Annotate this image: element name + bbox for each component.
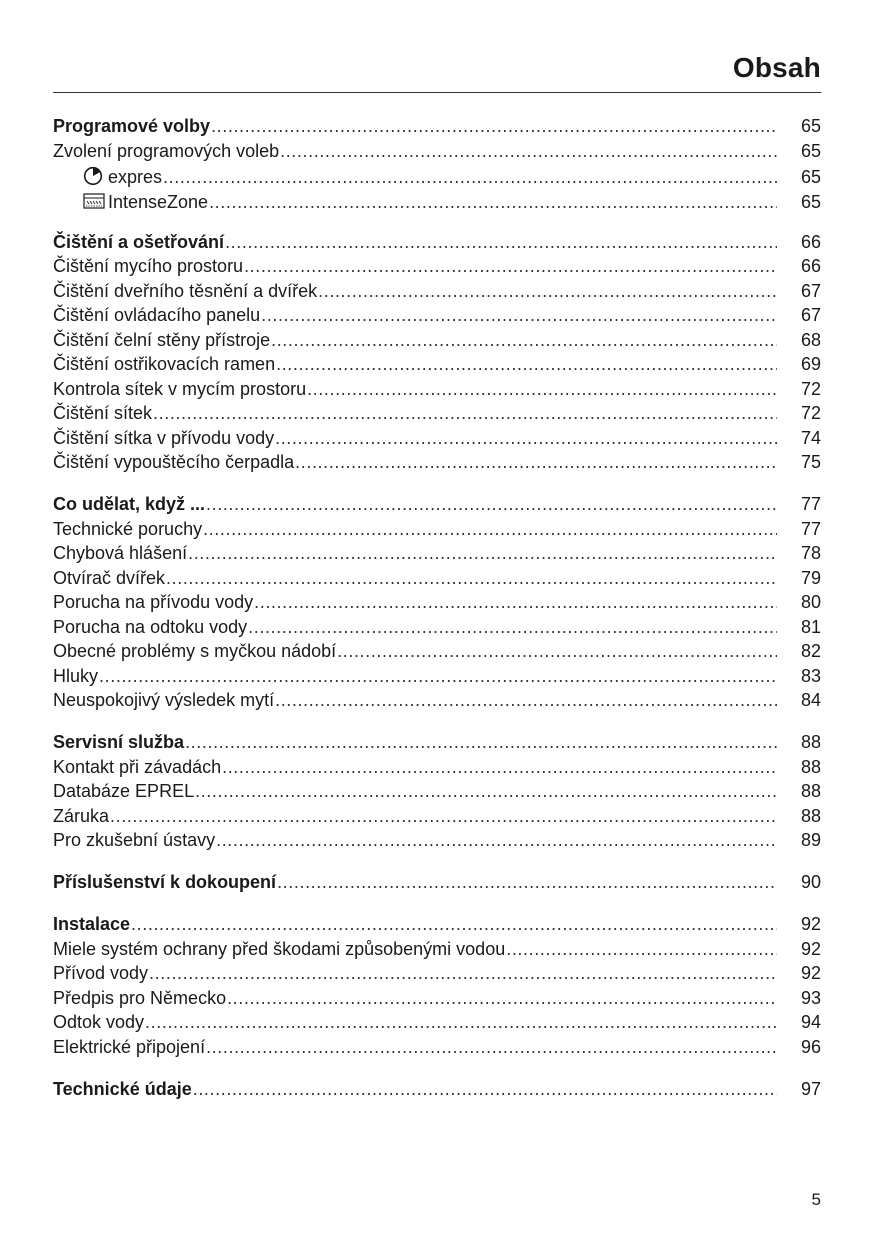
- dot-leader: [188, 541, 777, 566]
- toc-page-number: 88: [800, 781, 821, 801]
- dot-leader: [275, 426, 777, 451]
- toc-entry-text: [53, 401, 152, 426]
- toc-section: [53, 1077, 821, 1102]
- toc-label: Čištění a ošetřování: [53, 231, 225, 252]
- toc-label: Příslušenství k dokoupení: [53, 872, 277, 892]
- dot-leader: [206, 492, 777, 517]
- toc-heading[interactable]: [53, 912, 821, 937]
- toc-page-number: 96: [800, 1036, 821, 1057]
- toc-label: Čištění vypouštěcího čerpadla: [53, 452, 295, 472]
- toc-entry-text: [53, 688, 274, 713]
- toc-label: Obecné problémy s myčkou nádobí: [53, 641, 337, 661]
- dot-leader: [277, 870, 777, 895]
- toc-section: [53, 870, 821, 895]
- dot-leader: [337, 639, 777, 664]
- toc-page-number: 88: [800, 756, 821, 777]
- toc-entry[interactable]: [53, 352, 821, 377]
- toc-entry-text: [53, 352, 275, 377]
- toc-page-number: 65: [800, 191, 821, 212]
- dot-leader: [295, 450, 777, 475]
- toc-page-number: 92: [800, 938, 821, 959]
- toc-entry[interactable]: [53, 828, 821, 853]
- dot-leader: [275, 688, 777, 713]
- toc-entry-text: [83, 188, 208, 215]
- toc-page-number: 80: [800, 592, 821, 612]
- toc-entry-text: [53, 450, 294, 475]
- toc-entry[interactable]: [53, 804, 821, 829]
- toc-entry[interactable]: [53, 303, 821, 328]
- dot-leader: [166, 566, 777, 591]
- toc-heading-text: [53, 870, 276, 895]
- toc-entry-text: [53, 828, 215, 853]
- dot-leader: [254, 590, 777, 615]
- toc-section: [53, 230, 821, 475]
- toc-entry[interactable]: [53, 986, 821, 1011]
- toc-page-number: 78: [800, 543, 821, 563]
- toc-page-number: 68: [800, 329, 821, 350]
- toc-label: Databáze EPREL: [53, 781, 195, 801]
- dot-leader: [318, 279, 777, 304]
- toc-entry[interactable]: [53, 961, 821, 986]
- clock-icon: [83, 166, 103, 186]
- intensezone-icon: [83, 191, 103, 211]
- toc-entry[interactable]: [53, 401, 821, 426]
- dot-leader: [149, 961, 777, 986]
- toc-heading-text: [53, 1077, 192, 1102]
- dot-leader: [261, 303, 777, 328]
- toc-page-number: 67: [800, 305, 821, 325]
- toc-page-number: 69: [800, 354, 821, 374]
- toc-page-number: 92: [800, 963, 821, 983]
- toc-label: Servisní služba: [53, 732, 185, 752]
- toc-heading[interactable]: [53, 730, 821, 755]
- toc-heading-text: [53, 730, 184, 755]
- toc-label: expres: [108, 167, 163, 187]
- toc-label: Čištění sítka v přívodu vody: [53, 427, 275, 448]
- toc-label: Hluky: [53, 665, 99, 686]
- toc-page-number: 66: [800, 256, 821, 276]
- toc-label: Čištění ovládacího panelu: [53, 305, 261, 325]
- dot-leader: [163, 165, 777, 190]
- toc-entry[interactable]: [53, 328, 821, 353]
- toc-label: IntenseZone: [108, 191, 209, 212]
- toc-heading-text: [53, 492, 205, 517]
- dot-leader: [110, 804, 777, 829]
- dot-leader: [225, 230, 777, 255]
- toc-label: Čištění ostřikovacích ramen: [53, 354, 276, 374]
- toc-entry-text: [53, 566, 165, 591]
- toc-heading-text: [53, 114, 210, 139]
- toc-entry-text: [53, 1010, 144, 1035]
- toc-page-number: 97: [800, 1078, 821, 1099]
- dot-leader: [131, 912, 777, 937]
- dot-leader: [145, 1010, 777, 1035]
- toc-label: Miele systém ochrany před škodami způsobenými vodou: [53, 938, 506, 959]
- dot-leader: [99, 664, 777, 689]
- toc-entry-text: [53, 328, 270, 353]
- dot-leader: [195, 779, 777, 804]
- toc-page-number: 83: [800, 665, 821, 686]
- dot-leader: [506, 937, 777, 962]
- toc-label: Programové volby: [53, 116, 211, 136]
- dot-leader: [216, 828, 777, 853]
- toc-entry[interactable]: [53, 755, 821, 780]
- toc-entry-text: [53, 303, 260, 328]
- toc-entry[interactable]: [53, 937, 821, 962]
- toc-page-number: 94: [800, 1012, 821, 1032]
- dot-leader: [206, 1035, 777, 1060]
- dot-leader: [222, 755, 777, 780]
- toc-page-number: 81: [800, 616, 821, 637]
- title-divider: [53, 92, 821, 93]
- toc-label: Přívod vody: [53, 963, 149, 983]
- toc-entry-text: [53, 755, 221, 780]
- toc-page-number: 72: [800, 403, 821, 423]
- toc-entry[interactable]: [53, 1035, 821, 1060]
- toc-entry-text: [53, 961, 148, 986]
- toc-section: [53, 114, 821, 212]
- dot-leader: [271, 328, 777, 353]
- toc-label: Chybová hlášení: [53, 543, 188, 563]
- dot-leader: [227, 986, 777, 1011]
- page-title: Obsah: [732, 52, 821, 83]
- toc-label: Elektrické připojení: [53, 1036, 206, 1057]
- toc-label: Pro zkušební ústavy: [53, 830, 216, 850]
- toc-entry-text: [53, 615, 247, 640]
- toc-page-number: 88: [800, 805, 821, 826]
- toc-page-number: 92: [800, 914, 821, 934]
- toc-entry-text: [53, 517, 202, 542]
- toc-entry-text: [53, 377, 306, 402]
- toc-entry-text: [53, 804, 109, 829]
- table-of-contents: [53, 114, 821, 1119]
- toc-page-number: 65: [800, 167, 821, 187]
- toc-entry-text: [53, 664, 98, 689]
- toc-entry[interactable]: [53, 590, 821, 615]
- toc-entry-text: [83, 163, 162, 190]
- toc-page-number: 84: [800, 690, 821, 710]
- toc-entry-text: [53, 986, 226, 1011]
- toc-entry-text: [53, 937, 505, 962]
- dot-leader: [276, 352, 777, 377]
- toc-entry-text: [53, 1035, 205, 1060]
- toc-label: Technické poruchy: [53, 518, 203, 539]
- toc-page-number: 67: [800, 280, 821, 301]
- toc-entry[interactable]: [53, 1010, 821, 1035]
- dot-leader: [307, 377, 777, 402]
- toc-label: Zvolení programových voleb: [53, 140, 280, 161]
- toc-section: [53, 730, 821, 853]
- toc-label: Instalace: [53, 914, 131, 934]
- toc-label: Co udělat, když ...: [53, 494, 206, 514]
- toc-label: Otvírač dvířek: [53, 567, 166, 588]
- toc-entry[interactable]: [53, 450, 821, 475]
- page-number: 5: [811, 1190, 821, 1209]
- toc-entry[interactable]: [53, 279, 821, 304]
- toc-entry[interactable]: [53, 254, 821, 279]
- toc-label: Záruka: [53, 805, 110, 826]
- toc-page-number: 66: [800, 231, 821, 252]
- toc-entry[interactable]: [53, 426, 821, 451]
- toc-page-number: 77: [800, 518, 821, 539]
- toc-page-number: 72: [800, 378, 821, 399]
- toc-entry[interactable]: [53, 517, 821, 542]
- toc-page-number: 93: [800, 987, 821, 1008]
- toc-entry[interactable]: [53, 188, 821, 213]
- toc-entry[interactable]: [53, 541, 821, 566]
- toc-label: Čištění dveřního těsnění a dvířek: [53, 280, 318, 301]
- toc-entry-text: [53, 639, 336, 664]
- toc-page-number: 79: [800, 567, 821, 588]
- toc-label: Technické údaje: [53, 1078, 192, 1099]
- toc-entry[interactable]: [53, 688, 821, 713]
- toc-section: [53, 492, 821, 713]
- dot-leader: [209, 190, 777, 215]
- toc-entry[interactable]: [53, 377, 821, 402]
- toc-entry[interactable]: [53, 163, 821, 188]
- toc-entry-text: [53, 426, 274, 451]
- toc-page-number: 75: [800, 452, 821, 472]
- toc-entry[interactable]: [53, 664, 821, 689]
- toc-label: Porucha na odtoku vody: [53, 616, 248, 637]
- toc-entry[interactable]: [53, 639, 821, 664]
- dot-leader: [244, 254, 777, 279]
- dot-leader: [185, 730, 777, 755]
- dot-leader: [193, 1077, 777, 1102]
- toc-entry[interactable]: [53, 139, 821, 164]
- toc-label: Neuspokojivý výsledek mytí: [53, 690, 275, 710]
- toc-page-number: 65: [800, 116, 821, 136]
- toc-section: [53, 912, 821, 1059]
- toc-page-number: 88: [800, 732, 821, 752]
- toc-heading-text: [53, 912, 130, 937]
- toc-page-number: 77: [800, 494, 821, 514]
- toc-entry-text: [53, 779, 194, 804]
- toc-page-number: 90: [800, 872, 821, 892]
- dot-leader: [248, 615, 777, 640]
- toc-label: Porucha na přívodu vody: [53, 592, 254, 612]
- toc-entry-text: [53, 590, 253, 615]
- toc-entry-text: [53, 279, 317, 304]
- toc-entry[interactable]: [53, 615, 821, 640]
- toc-label: Čištění sítek: [53, 403, 153, 423]
- toc-label: Předpis pro Německo: [53, 987, 227, 1008]
- toc-entry-text: [53, 541, 187, 566]
- toc-label: Odtok vody: [53, 1012, 145, 1032]
- toc-heading-text: [53, 230, 224, 255]
- toc-heading[interactable]: [53, 114, 821, 139]
- toc-label: Čištění mycího prostoru: [53, 256, 244, 276]
- toc-label: Kontakt při závadách: [53, 756, 222, 777]
- toc-label: Čištění čelní stěny přístroje: [53, 329, 271, 350]
- toc-heading[interactable]: [53, 870, 821, 895]
- dot-leader: [153, 401, 777, 426]
- dot-leader: [203, 517, 777, 542]
- toc-heading[interactable]: [53, 230, 821, 255]
- toc-page-number: 89: [800, 830, 821, 850]
- toc-label: Kontrola sítek v mycím prostoru: [53, 378, 307, 399]
- toc-entry-text: [53, 254, 243, 279]
- toc-page-number: 82: [800, 641, 821, 661]
- toc-heading[interactable]: [53, 1077, 821, 1102]
- toc-entry[interactable]: [53, 566, 821, 591]
- toc-heading[interactable]: [53, 492, 821, 517]
- toc-page-number: 65: [800, 140, 821, 161]
- toc-entry[interactable]: [53, 779, 821, 804]
- toc-page-number: 74: [800, 427, 821, 448]
- dot-leader: [280, 139, 777, 164]
- toc-entry-text: [53, 139, 279, 164]
- dot-leader: [211, 114, 777, 139]
